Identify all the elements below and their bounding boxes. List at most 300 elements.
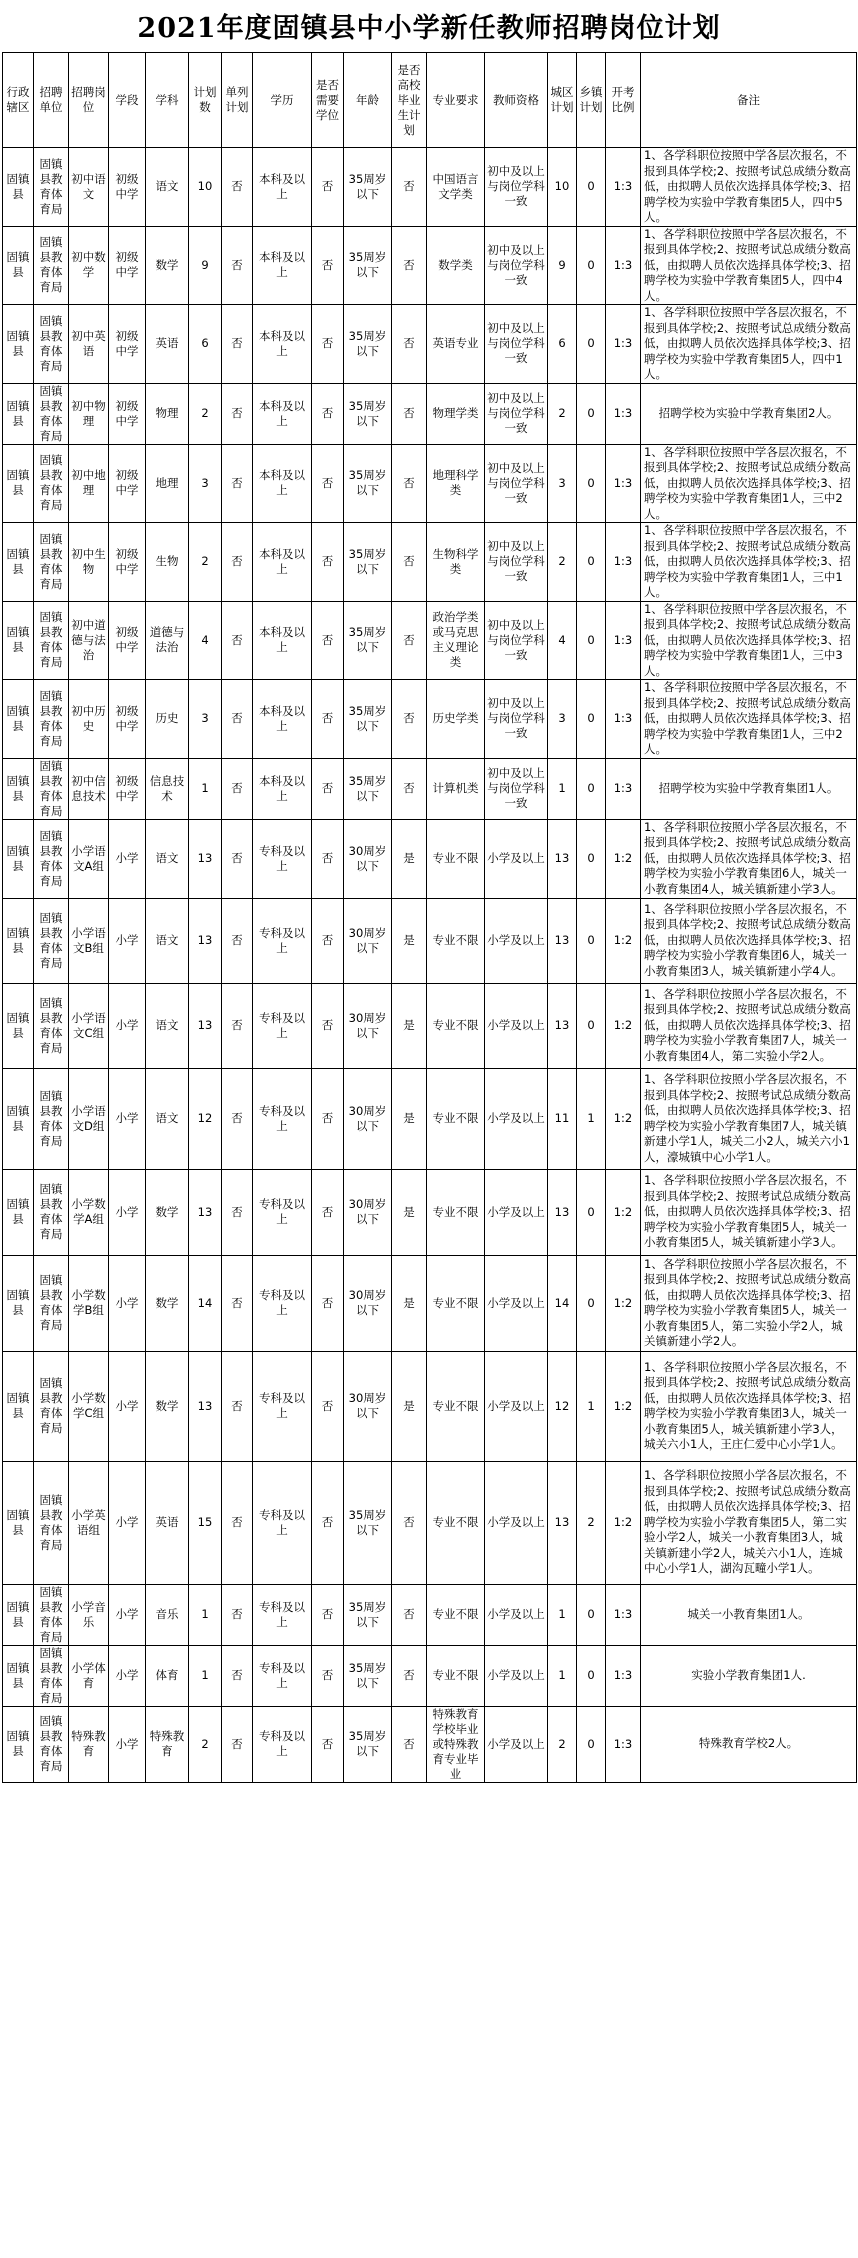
stage-cell: 小学 <box>109 1584 146 1645</box>
town-plan-cell: 0 <box>577 383 606 444</box>
graduate-cell: 否 <box>392 523 427 602</box>
table-body <box>3 148 857 1783</box>
header-graduate: 是否高校毕业生计划 <box>392 53 427 148</box>
unit-cell: 固镇县教育体育局 <box>34 758 69 819</box>
unit-cell: 固镇县教育体育局 <box>34 1255 69 1351</box>
table-row <box>3 1706 857 1782</box>
city-plan-cell: 13 <box>548 1169 577 1255</box>
education-cell: 专科及以上 <box>253 1169 312 1255</box>
major-cell: 专业不限 <box>427 898 485 983</box>
subject-cell: 语文 <box>146 819 189 898</box>
single-plan-cell: 否 <box>222 1584 253 1645</box>
region-cell: 固镇县 <box>3 1068 34 1169</box>
city-plan-cell: 2 <box>548 523 577 602</box>
header-single: 单列计划 <box>222 53 253 148</box>
post-cell: 初中数学 <box>69 226 109 305</box>
ratio-cell: 1:2 <box>606 983 641 1068</box>
town-plan-cell: 0 <box>577 758 606 819</box>
graduate-cell: 否 <box>392 148 427 227</box>
education-cell: 本科及以上 <box>253 444 312 523</box>
education-cell: 本科及以上 <box>253 148 312 227</box>
subject-cell: 数学 <box>146 226 189 305</box>
unit-cell: 固镇县教育体育局 <box>34 983 69 1068</box>
certificate-cell: 小学及以上 <box>485 1068 548 1169</box>
education-cell: 专科及以上 <box>253 1645 312 1706</box>
note-cell: 特殊教育学校2人。 <box>641 1706 857 1782</box>
note-cell: 1、各学科职位按照小学各层次报名，不报到具体学校;2、按照考试总成绩分数高低，由拟聘人员依次选择具体学校;3、招聘学校为实验小学教育集团5人，第二实验小学2人，城关一小教育集团3人，城关镇新建小学2人，城关六小1人，连城中心小学1人，湖沟瓦疃小学1人。 <box>641 1461 857 1584</box>
header-education: 学历 <box>253 53 312 148</box>
post-cell: 小学语文C组 <box>69 983 109 1068</box>
graduate-cell: 否 <box>392 305 427 384</box>
plan-cell: 12 <box>189 1068 222 1169</box>
certificate-cell: 小学及以上 <box>485 1351 548 1461</box>
graduate-cell: 否 <box>392 758 427 819</box>
education-cell: 本科及以上 <box>253 226 312 305</box>
age-cell: 30周岁以下 <box>344 1068 392 1169</box>
education-cell: 专科及以上 <box>253 1584 312 1645</box>
degree-cell: 否 <box>312 305 344 384</box>
town-plan-cell: 1 <box>577 1351 606 1461</box>
post-cell: 小学数学C组 <box>69 1351 109 1461</box>
town-plan-cell: 0 <box>577 601 606 680</box>
certificate-cell: 初中及以上与岗位学科一致 <box>485 305 548 384</box>
unit-cell: 固镇县教育体育局 <box>34 1584 69 1645</box>
plan-cell: 1 <box>189 1645 222 1706</box>
town-plan-cell: 2 <box>577 1461 606 1584</box>
single-plan-cell: 否 <box>222 1255 253 1351</box>
single-plan-cell: 否 <box>222 1169 253 1255</box>
education-cell: 本科及以上 <box>253 758 312 819</box>
note-cell: 城关一小教育集团1人。 <box>641 1584 857 1645</box>
age-cell: 35周岁以下 <box>344 444 392 523</box>
degree-cell: 否 <box>312 680 344 759</box>
city-plan-cell: 9 <box>548 226 577 305</box>
note-cell: 1、各学科职位按照小学各层次报名，不报到具体学校;2、按照考试总成绩分数高低，由拟聘人员依次选择具体学校;3、招聘学校为实验小学教育集团6人，城关一小教育集团3人，城关镇新建小学4人。 <box>641 898 857 983</box>
ratio-cell: 1:3 <box>606 1645 641 1706</box>
graduate-cell: 否 <box>392 601 427 680</box>
table-row <box>3 680 857 759</box>
age-cell: 35周岁以下 <box>344 1706 392 1782</box>
single-plan-cell: 否 <box>222 898 253 983</box>
region-cell: 固镇县 <box>3 148 34 227</box>
subject-cell: 语文 <box>146 898 189 983</box>
city-plan-cell: 2 <box>548 1706 577 1782</box>
graduate-cell: 是 <box>392 1255 427 1351</box>
subject-cell: 语文 <box>146 148 189 227</box>
town-plan-cell: 1 <box>577 1068 606 1169</box>
unit-cell: 固镇县教育体育局 <box>34 305 69 384</box>
town-plan-cell: 0 <box>577 226 606 305</box>
age-cell: 35周岁以下 <box>344 601 392 680</box>
subject-cell: 道德与法治 <box>146 601 189 680</box>
header-subject: 学科 <box>146 53 189 148</box>
unit-cell: 固镇县教育体育局 <box>34 898 69 983</box>
region-cell: 固镇县 <box>3 1351 34 1461</box>
degree-cell: 否 <box>312 226 344 305</box>
age-cell: 35周岁以下 <box>344 305 392 384</box>
town-plan-cell: 0 <box>577 1255 606 1351</box>
major-cell: 专业不限 <box>427 1169 485 1255</box>
education-cell: 本科及以上 <box>253 523 312 602</box>
city-plan-cell: 4 <box>548 601 577 680</box>
table-row <box>3 383 857 444</box>
age-cell: 35周岁以下 <box>344 523 392 602</box>
region-cell: 固镇县 <box>3 1255 34 1351</box>
note-cell: 1、各学科职位按照中学各层次报名，不报到具体学校;2、按照考试总成绩分数高低，由拟聘人员依次选择具体学校;3、招聘学校为实验中学教育集团5人，四中4人。 <box>641 226 857 305</box>
header-post: 招聘岗位 <box>69 53 109 148</box>
table-row <box>3 1645 857 1706</box>
header-row <box>3 53 857 148</box>
table-row <box>3 983 857 1068</box>
major-cell: 中国语言文学类 <box>427 148 485 227</box>
education-cell: 专科及以上 <box>253 1068 312 1169</box>
post-cell: 特殊教育 <box>69 1706 109 1782</box>
education-cell: 专科及以上 <box>253 898 312 983</box>
age-cell: 35周岁以下 <box>344 1584 392 1645</box>
plan-cell: 6 <box>189 305 222 384</box>
plan-cell: 13 <box>189 1351 222 1461</box>
note-cell: 1、各学科职位按照小学各层次报名，不报到具体学校;2、按照考试总成绩分数高低，由拟聘人员依次选择具体学校;3、招聘学校为实验小学教育集团6人，城关一小教育集团4人，城关镇新建小学3人。 <box>641 819 857 898</box>
stage-cell: 小学 <box>109 898 146 983</box>
major-cell: 英语专业 <box>427 305 485 384</box>
certificate-cell: 初中及以上与岗位学科一致 <box>485 523 548 602</box>
unit-cell: 固镇县教育体育局 <box>34 1169 69 1255</box>
single-plan-cell: 否 <box>222 1461 253 1584</box>
ratio-cell: 1:3 <box>606 1706 641 1782</box>
subject-cell: 体育 <box>146 1645 189 1706</box>
table-row <box>3 819 857 898</box>
stage-cell: 小学 <box>109 1068 146 1169</box>
region-cell: 固镇县 <box>3 1169 34 1255</box>
ratio-cell: 1:2 <box>606 1351 641 1461</box>
education-cell: 专科及以上 <box>253 1255 312 1351</box>
degree-cell: 否 <box>312 523 344 602</box>
city-plan-cell: 13 <box>548 898 577 983</box>
age-cell: 30周岁以下 <box>344 1351 392 1461</box>
city-plan-cell: 1 <box>548 758 577 819</box>
subject-cell: 英语 <box>146 1461 189 1584</box>
major-cell: 地理科学类 <box>427 444 485 523</box>
ratio-cell: 1:3 <box>606 758 641 819</box>
post-cell: 小学数学B组 <box>69 1255 109 1351</box>
town-plan-cell: 0 <box>577 523 606 602</box>
post-cell: 小学体育 <box>69 1645 109 1706</box>
region-cell: 固镇县 <box>3 226 34 305</box>
subject-cell: 历史 <box>146 680 189 759</box>
city-plan-cell: 1 <box>548 1645 577 1706</box>
subject-cell: 音乐 <box>146 1584 189 1645</box>
education-cell: 本科及以上 <box>253 383 312 444</box>
ratio-cell: 1:2 <box>606 1255 641 1351</box>
plan-cell: 13 <box>189 1169 222 1255</box>
major-cell: 物理学类 <box>427 383 485 444</box>
graduate-cell: 否 <box>392 680 427 759</box>
education-cell: 本科及以上 <box>253 601 312 680</box>
certificate-cell: 初中及以上与岗位学科一致 <box>485 444 548 523</box>
city-plan-cell: 12 <box>548 1351 577 1461</box>
ratio-cell: 1:2 <box>606 1169 641 1255</box>
certificate-cell: 初中及以上与岗位学科一致 <box>485 148 548 227</box>
city-plan-cell: 1 <box>548 1584 577 1645</box>
unit-cell: 固镇县教育体育局 <box>34 1351 69 1461</box>
graduate-cell: 是 <box>392 819 427 898</box>
degree-cell: 否 <box>312 1645 344 1706</box>
post-cell: 小学语文B组 <box>69 898 109 983</box>
header-age: 年龄 <box>344 53 392 148</box>
post-cell: 初中道德与法治 <box>69 601 109 680</box>
post-cell: 初中语文 <box>69 148 109 227</box>
subject-cell: 英语 <box>146 305 189 384</box>
table-row <box>3 898 857 983</box>
degree-cell: 否 <box>312 1255 344 1351</box>
plan-cell: 1 <box>189 1584 222 1645</box>
header-stage: 学段 <box>109 53 146 148</box>
subject-cell: 地理 <box>146 444 189 523</box>
subject-cell: 物理 <box>146 383 189 444</box>
degree-cell: 否 <box>312 383 344 444</box>
city-plan-cell: 14 <box>548 1255 577 1351</box>
certificate-cell: 小学及以上 <box>485 1706 548 1782</box>
subject-cell: 语文 <box>146 1068 189 1169</box>
degree-cell: 否 <box>312 1584 344 1645</box>
age-cell: 30周岁以下 <box>344 819 392 898</box>
post-cell: 初中信息技术 <box>69 758 109 819</box>
header-unit: 招聘单位 <box>34 53 69 148</box>
plan-cell: 3 <box>189 680 222 759</box>
graduate-cell: 否 <box>392 1645 427 1706</box>
region-cell: 固镇县 <box>3 758 34 819</box>
ratio-cell: 1:3 <box>606 226 641 305</box>
region-cell: 固镇县 <box>3 1461 34 1584</box>
stage-cell: 初级中学 <box>109 226 146 305</box>
single-plan-cell: 否 <box>222 601 253 680</box>
ratio-cell: 1:3 <box>606 305 641 384</box>
major-cell: 政治学类或马克思主义理论类 <box>427 601 485 680</box>
note-cell: 招聘学校为实验中学教育集团2人。 <box>641 383 857 444</box>
single-plan-cell: 否 <box>222 226 253 305</box>
major-cell: 专业不限 <box>427 983 485 1068</box>
single-plan-cell: 否 <box>222 383 253 444</box>
table-row <box>3 523 857 602</box>
education-cell: 专科及以上 <box>253 1461 312 1584</box>
table-row <box>3 1584 857 1645</box>
town-plan-cell: 0 <box>577 148 606 227</box>
plan-cell: 15 <box>189 1461 222 1584</box>
note-cell: 1、各学科职位按照中学各层次报名，不报到具体学校;2、按照考试总成绩分数高低，由拟聘人员依次选择具体学校;3、招聘学校为实验中学教育集团1人，三中2人。 <box>641 444 857 523</box>
plan-cell: 1 <box>189 758 222 819</box>
major-cell: 生物科学类 <box>427 523 485 602</box>
certificate-cell: 小学及以上 <box>485 1461 548 1584</box>
document-title: 2021年度固镇县中小学新任教师招聘岗位计划 <box>137 13 721 44</box>
age-cell: 35周岁以下 <box>344 383 392 444</box>
city-plan-cell: 3 <box>548 680 577 759</box>
town-plan-cell: 0 <box>577 1584 606 1645</box>
age-cell: 30周岁以下 <box>344 1169 392 1255</box>
education-cell: 本科及以上 <box>253 305 312 384</box>
stage-cell: 小学 <box>109 983 146 1068</box>
region-cell: 固镇县 <box>3 1706 34 1782</box>
graduate-cell: 否 <box>392 444 427 523</box>
stage-cell: 小学 <box>109 1461 146 1584</box>
ratio-cell: 1:2 <box>606 1461 641 1584</box>
stage-cell: 初级中学 <box>109 680 146 759</box>
unit-cell: 固镇县教育体育局 <box>34 1706 69 1782</box>
graduate-cell: 是 <box>392 1169 427 1255</box>
certificate-cell: 初中及以上与岗位学科一致 <box>485 680 548 759</box>
subject-cell: 语文 <box>146 983 189 1068</box>
region-cell: 固镇县 <box>3 819 34 898</box>
post-cell: 初中物理 <box>69 383 109 444</box>
region-cell: 固镇县 <box>3 601 34 680</box>
stage-cell: 小学 <box>109 1255 146 1351</box>
degree-cell: 否 <box>312 819 344 898</box>
degree-cell: 否 <box>312 444 344 523</box>
graduate-cell: 是 <box>392 1068 427 1169</box>
single-plan-cell: 否 <box>222 523 253 602</box>
plan-cell: 4 <box>189 601 222 680</box>
stage-cell: 小学 <box>109 1351 146 1461</box>
table-row <box>3 758 857 819</box>
single-plan-cell: 否 <box>222 680 253 759</box>
stage-cell: 初级中学 <box>109 601 146 680</box>
degree-cell: 否 <box>312 758 344 819</box>
city-plan-cell: 11 <box>548 1068 577 1169</box>
table-row <box>3 1068 857 1169</box>
post-cell: 小学数学A组 <box>69 1169 109 1255</box>
certificate-cell: 小学及以上 <box>485 983 548 1068</box>
graduate-cell: 是 <box>392 898 427 983</box>
single-plan-cell: 否 <box>222 758 253 819</box>
certificate-cell: 初中及以上与岗位学科一致 <box>485 601 548 680</box>
stage-cell: 小学 <box>109 819 146 898</box>
education-cell: 专科及以上 <box>253 1706 312 1782</box>
unit-cell: 固镇县教育体育局 <box>34 226 69 305</box>
city-plan-cell: 6 <box>548 305 577 384</box>
ratio-cell: 1:3 <box>606 680 641 759</box>
degree-cell: 否 <box>312 983 344 1068</box>
post-cell: 小学语文A组 <box>69 819 109 898</box>
town-plan-cell: 0 <box>577 680 606 759</box>
age-cell: 35周岁以下 <box>344 758 392 819</box>
plan-cell: 13 <box>189 819 222 898</box>
subject-cell: 特殊教育 <box>146 1706 189 1782</box>
region-cell: 固镇县 <box>3 898 34 983</box>
major-cell: 专业不限 <box>427 819 485 898</box>
age-cell: 30周岁以下 <box>344 983 392 1068</box>
header-plan: 计划数 <box>189 53 222 148</box>
subject-cell: 生物 <box>146 523 189 602</box>
single-plan-cell: 否 <box>222 1351 253 1461</box>
certificate-cell: 小学及以上 <box>485 898 548 983</box>
ratio-cell: 1:2 <box>606 819 641 898</box>
region-cell: 固镇县 <box>3 444 34 523</box>
table-row <box>3 1461 857 1584</box>
stage-cell: 初级中学 <box>109 758 146 819</box>
single-plan-cell: 否 <box>222 444 253 523</box>
stage-cell: 小学 <box>109 1706 146 1782</box>
certificate-cell: 小学及以上 <box>485 1255 548 1351</box>
region-cell: 固镇县 <box>3 1584 34 1645</box>
major-cell: 专业不限 <box>427 1351 485 1461</box>
single-plan-cell: 否 <box>222 305 253 384</box>
region-cell: 固镇县 <box>3 383 34 444</box>
table-row <box>3 1351 857 1461</box>
major-cell: 数学类 <box>427 226 485 305</box>
table-row <box>3 1169 857 1255</box>
unit-cell: 固镇县教育体育局 <box>34 444 69 523</box>
subject-cell: 数学 <box>146 1255 189 1351</box>
major-cell: 专业不限 <box>427 1645 485 1706</box>
note-cell: 1、各学科职位按照中学各层次报名，不报到具体学校;2、按照考试总成绩分数高低，由拟聘人员依次选择具体学校;3、招聘学校为实验中学教育集团5人，四中5人。 <box>641 148 857 227</box>
table-row <box>3 305 857 384</box>
education-cell: 专科及以上 <box>253 983 312 1068</box>
ratio-cell: 1:2 <box>606 898 641 983</box>
table-row <box>3 444 857 523</box>
header-degree: 是否需要学位 <box>312 53 344 148</box>
town-plan-cell: 0 <box>577 305 606 384</box>
degree-cell: 否 <box>312 1461 344 1584</box>
subject-cell: 数学 <box>146 1169 189 1255</box>
degree-cell: 否 <box>312 601 344 680</box>
major-cell: 历史学类 <box>427 680 485 759</box>
post-cell: 初中生物 <box>69 523 109 602</box>
town-plan-cell: 0 <box>577 444 606 523</box>
major-cell: 专业不限 <box>427 1068 485 1169</box>
age-cell: 30周岁以下 <box>344 1255 392 1351</box>
stage-cell: 初级中学 <box>109 523 146 602</box>
plan-cell: 2 <box>189 523 222 602</box>
note-cell: 1、各学科职位按照小学各层次报名，不报到具体学校;2、按照考试总成绩分数高低，由拟聘人员依次选择具体学校;3、招聘学校为实验小学教育集团5人，城关一小教育集团5人，城关镇新建小学3人。 <box>641 1169 857 1255</box>
note-cell: 实验小学教育集团1人. <box>641 1645 857 1706</box>
town-plan-cell: 0 <box>577 819 606 898</box>
note-cell: 1、各学科职位按照小学各层次报名，不报到具体学校;2、按照考试总成绩分数高低，由拟聘人员依次选择具体学校;3、招聘学校为实验小学教育集团5人，城关一小教育集团5人，第二实验小学2人，城关镇新建小学2人。 <box>641 1255 857 1351</box>
ratio-cell: 1:3 <box>606 1584 641 1645</box>
age-cell: 35周岁以下 <box>344 680 392 759</box>
major-cell: 专业不限 <box>427 1461 485 1584</box>
age-cell: 35周岁以下 <box>344 148 392 227</box>
degree-cell: 否 <box>312 1351 344 1461</box>
stage-cell: 初级中学 <box>109 305 146 384</box>
certificate-cell: 初中及以上与岗位学科一致 <box>485 383 548 444</box>
header-town-plan: 乡镇计划 <box>577 53 606 148</box>
note-cell: 1、各学科职位按照小学各层次报名，不报到具体学校;2、按照考试总成绩分数高低，由拟聘人员依次选择具体学校;3、招聘学校为实验小学教育集团3人，城关一小教育集团5人，城关镇新建小学3人，城关六小1人，王庄仁爱中心小学1人。 <box>641 1351 857 1461</box>
city-plan-cell: 13 <box>548 983 577 1068</box>
graduate-cell: 否 <box>392 383 427 444</box>
header-ratio: 开考比例 <box>606 53 641 148</box>
certificate-cell: 初中及以上与岗位学科一致 <box>485 758 548 819</box>
degree-cell: 否 <box>312 148 344 227</box>
unit-cell: 固镇县教育体育局 <box>34 680 69 759</box>
town-plan-cell: 0 <box>577 898 606 983</box>
region-cell: 固镇县 <box>3 680 34 759</box>
plan-cell: 2 <box>189 383 222 444</box>
region-cell: 固镇县 <box>3 1645 34 1706</box>
post-cell: 初中英语 <box>69 305 109 384</box>
unit-cell: 固镇县教育体育局 <box>34 523 69 602</box>
single-plan-cell: 否 <box>222 1706 253 1782</box>
post-cell: 初中历史 <box>69 680 109 759</box>
stage-cell: 小学 <box>109 1645 146 1706</box>
certificate-cell: 初中及以上与岗位学科一致 <box>485 226 548 305</box>
plan-cell: 14 <box>189 1255 222 1351</box>
certificate-cell: 小学及以上 <box>485 1584 548 1645</box>
post-cell: 小学英语组 <box>69 1461 109 1584</box>
ratio-cell: 1:3 <box>606 444 641 523</box>
header-major: 专业要求 <box>427 53 485 148</box>
header-region: 行政辖区 <box>3 53 34 148</box>
single-plan-cell: 否 <box>222 819 253 898</box>
region-cell: 固镇县 <box>3 523 34 602</box>
